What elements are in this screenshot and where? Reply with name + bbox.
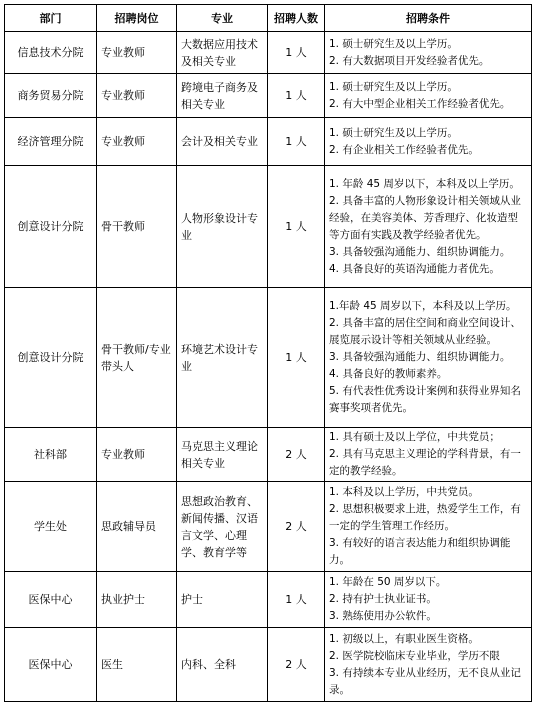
position-cell: 思政辅导员: [97, 482, 177, 572]
major-cell: 马克思主义理论相关专业: [177, 428, 268, 482]
requirements-cell: [325, 74, 532, 118]
header-major: 专业: [177, 5, 268, 32]
requirement-item: 2. 具备丰富的居住空间和商业空间设计、展览展示设计等相关领域从业经验。: [329, 317, 521, 346]
requirement-item: 2. 具备丰富的人物形象设计相关领域从业经验，在美容美体、芳香理疗、化妆造型等方面有实践及教学经验者优先。: [329, 194, 521, 241]
dept-cell: 经济管理分院: [5, 118, 97, 166]
position-cell: 专业教师: [97, 428, 177, 482]
table-header-row: [5, 5, 532, 32]
requirements-cell: [325, 428, 532, 482]
count-cell: 1 人: [268, 118, 325, 166]
major-cell: 护士: [177, 572, 268, 628]
requirement-item: 3. 具备较强沟通能力、组织协调能力。: [329, 245, 511, 258]
major-cell: 跨境电子商务及相关专业: [177, 74, 268, 118]
dept-cell: 商务贸易分院: [5, 74, 97, 118]
requirement-item: 2. 有企业相关工作经验者优先。: [329, 143, 479, 156]
requirement-item: 1.年龄 45 周岁以下，本科及以上学历。: [329, 300, 517, 312]
requirement-item: 1. 年龄 45 周岁以下，本科及以上学历。: [329, 177, 520, 190]
table-row: [5, 118, 532, 166]
header-dept: 部门: [5, 5, 97, 32]
table-row: [5, 572, 532, 628]
dept-cell: 创意设计分院: [5, 166, 97, 288]
position-cell: 执业护士: [97, 572, 177, 628]
position-cell: 专业教师: [97, 32, 177, 74]
count-cell: 2 人: [268, 428, 325, 482]
major-cell: 内科、全科: [177, 628, 268, 702]
major-cell: 思想政治教育、新闻传播、汉语言文学、心理学、教育学等: [177, 482, 268, 572]
major-cell: 会计及相关专业: [177, 118, 268, 166]
requirements-cell: [325, 166, 532, 288]
table-row: [5, 628, 532, 702]
header-position: 招聘岗位: [97, 5, 177, 32]
requirement-item: 2. 具有马克思主义理论的学科背景，有一定的教学经验。: [329, 448, 521, 477]
requirement-item: 3. 具备较强沟通能力、组织协调能力。: [329, 351, 511, 363]
recruitment-table: [4, 4, 532, 702]
position-cell: 骨干教师: [97, 166, 177, 288]
position-cell: 骨干教师/专业带头人: [97, 288, 177, 428]
requirement-item: 2. 有大数据项目开发经验者优先。: [329, 54, 490, 67]
requirement-item: 3. 有较好的语言表达能力和组织协调能力。: [329, 537, 511, 566]
count-cell: 1 人: [268, 288, 325, 428]
table-row: [5, 74, 532, 118]
requirement-item: 2. 思想积极要求上进，热爱学生工作，有一定的学生管理工作经历。: [329, 503, 521, 532]
table-row: [5, 428, 532, 482]
requirement-item: 2. 有大中型企业相关工作经验者优先。: [329, 97, 511, 110]
requirement-item: 1. 硕士研究生及以上学历。: [329, 80, 458, 93]
major-cell: 人物形象设计专业: [177, 166, 268, 288]
requirements-cell: [325, 572, 532, 628]
requirement-item: 1. 硕士研究生及以上学历。: [329, 126, 458, 139]
requirement-item: 1. 硕士研究生及以上学历。: [329, 37, 458, 50]
count-cell: 1 人: [268, 572, 325, 628]
table-row: [5, 482, 532, 572]
count-cell: 2 人: [268, 482, 325, 572]
requirements-cell: [325, 288, 532, 428]
requirements-cell: [325, 482, 532, 572]
dept-cell: 医保中心: [5, 628, 97, 702]
requirement-item: 4. 具备良好的教师素养。: [329, 368, 448, 380]
header-requirements: 招聘条件: [325, 5, 532, 32]
requirement-item: 1. 初级以上，有职业医生资格。: [329, 632, 479, 645]
table-row: [5, 32, 532, 74]
position-cell: 专业教师: [97, 118, 177, 166]
count-cell: 2 人: [268, 628, 325, 702]
requirements-cell: [325, 32, 532, 74]
requirements-cell: [325, 628, 532, 702]
requirement-item: 1. 本科及以上学历，中共党员。: [329, 486, 479, 498]
position-cell: 医生: [97, 628, 177, 702]
dept-cell: 信息技术分院: [5, 32, 97, 74]
header-count: 招聘人数: [268, 5, 325, 32]
major-cell: 大数据应用技术及相关专业: [177, 32, 268, 74]
requirements-cell: [325, 118, 532, 166]
dept-cell: 社科部: [5, 428, 97, 482]
requirement-item: 1. 具有硕士及以上学位，中共党员；: [329, 431, 500, 443]
requirement-item: 5. 有代表性优秀设计案例和获得业界知名赛事奖项者优先。: [329, 385, 521, 414]
major-cell: 环境艺术设计专业: [177, 288, 268, 428]
requirement-item: 2. 持有护士执业证书。: [329, 593, 437, 605]
table-row: [5, 288, 532, 428]
count-cell: 1 人: [268, 32, 325, 74]
requirement-item: 3. 熟练使用办公软件。: [329, 610, 437, 622]
requirement-item: 4. 具备良好的英语沟通能力者优先。: [329, 262, 500, 275]
count-cell: 1 人: [268, 166, 325, 288]
dept-cell: 学生处: [5, 482, 97, 572]
requirement-item: 1. 年龄在 50 周岁以下。: [329, 576, 447, 588]
requirement-item: 3. 有持续本专业从业经历，无不良从业记录。: [329, 666, 521, 696]
count-cell: 1 人: [268, 74, 325, 118]
requirement-item: 2. 医学院校临床专业毕业，学历不限: [329, 649, 500, 662]
table-row: [5, 166, 532, 288]
position-cell: 专业教师: [97, 74, 177, 118]
dept-cell: 创意设计分院: [5, 288, 97, 428]
dept-cell: 医保中心: [5, 572, 97, 628]
